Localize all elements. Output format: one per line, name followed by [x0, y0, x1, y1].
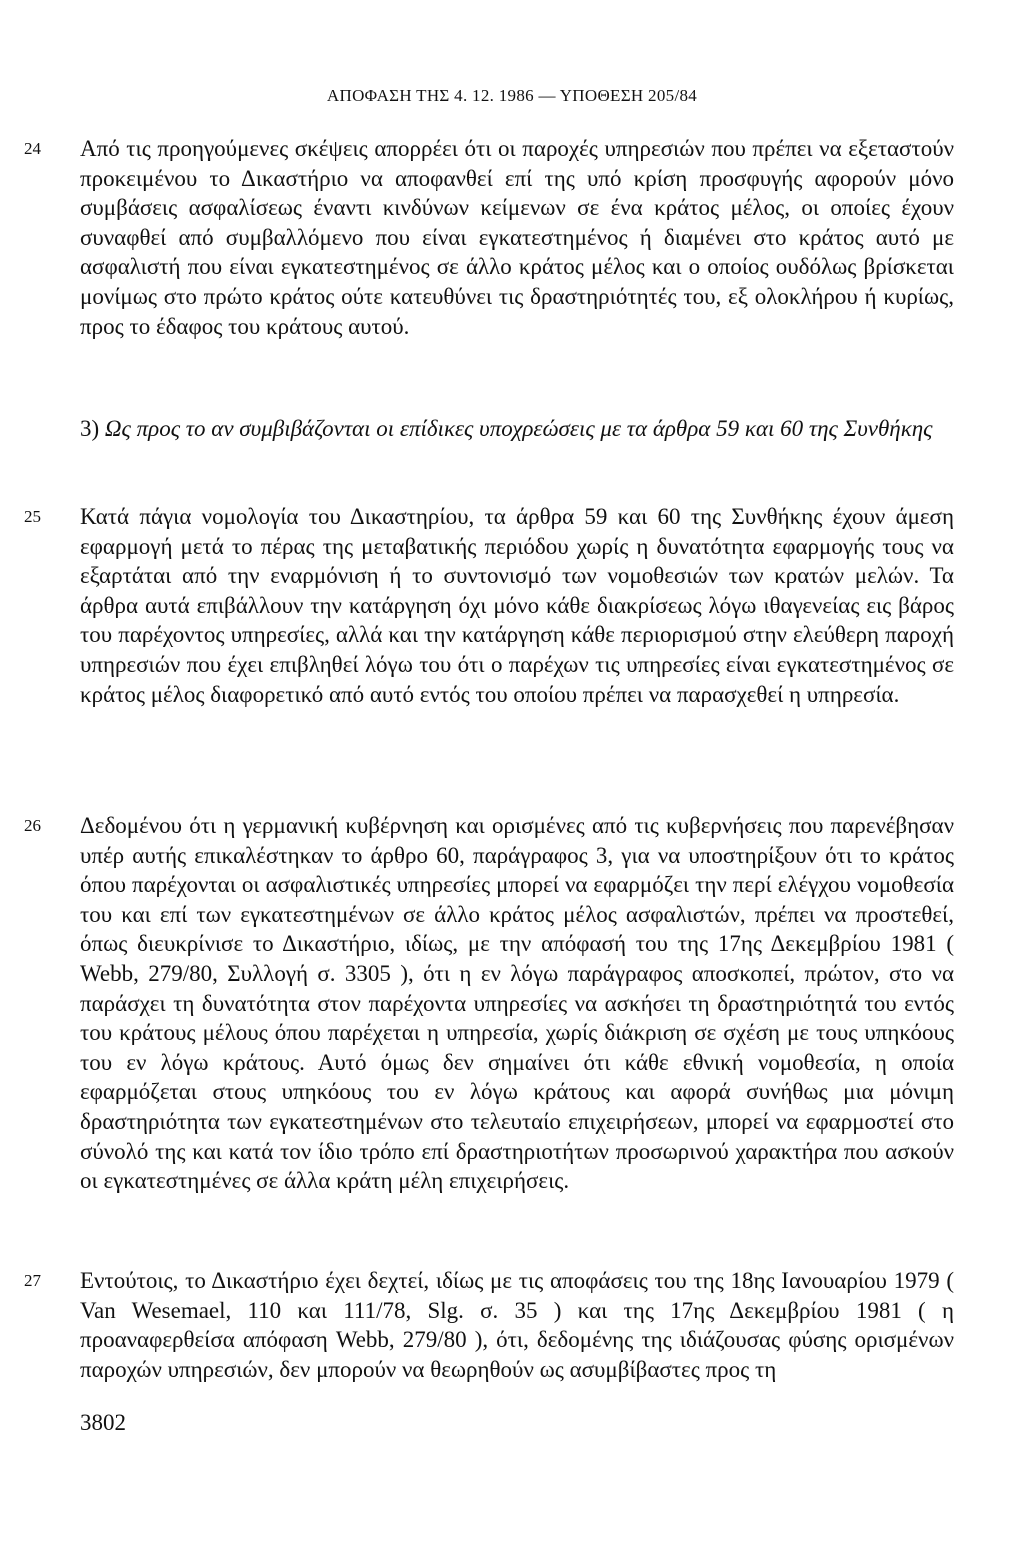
section-heading-number: 3)	[80, 416, 100, 441]
running-header: ΑΠΟΦΑΣΗ ΤΗΣ 4. 12. 1986 — ΥΠΟΘΕΣΗ 205/84	[326, 86, 698, 105]
section-heading-title: Ως προς το αν συμβιβάζονται οι επίδικες υποχρεώσεις με τα άρθρα 59 και 60 της Συνθήκης	[104, 416, 933, 441]
paragraph-text: Δεδομένου ότι η γερμανική κυβέρνηση και ορισμένες από τις κυβερνήσεις που παρενέβησαν υπέρ αυτής επικαλέστηκαν το άρθρο 60, παράγραφος 3, για να υποστηρίξουν ότι το κράτος όπου παρέχονται οι ασφαλιστικές υπηρεσίες μπορεί να εφαρμόζει την περί ελέγχου νομοθεσία του και επί των εγκατεστημένων σε άλλο κράτος μέλος ασφαλιστών, πρέπει να προστεθεί, όπως διευκρίνισε το Δικαστήριο, ιδίως, με την απόφασή του της 17ης Δεκεμβρίου 1981 ( Webb, 279/80, Συλλογή σ. 3305 ), ότι η εν λόγω παράγραφος αποσκοπεί, πρώτον, στο να παράσχει τη δυνατότητα στον παρέχοντα υπηρεσίες να ασκήσει τη δραστηριότητά του εντός του κράτους μέλους όπου παρέχεται η υπηρεσία, χωρίς διάκριση σε σχέση με τους υπηκόους του εν λόγω κράτους. Αυτό όμως δεν σημαίνει ότι κάθε εθνική νομοθεσία, η οποία εφαρμόζεται στους υπηκόους του εν λόγω κράτους και αφορά συνήθως μια μόνιμη δραστηριότητα των εγκατεστημένων στο τελευταίο επιχειρήσεων, μπορεί να εφαρμοστεί στο σύνολό της και κατά τον ίδιο τρόπο επί δραστηριοτήτων προσωρινού χαρακτήρα που ασκούν οι εγκατεστημένες σε άλλα κράτη μέλη επιχειρήσεις.	[80, 813, 954, 1194]
paragraph-text: Από τις προηγούμενες σκέψεις απορρέει ότι οι παροχές υπηρεσιών που πρέπει να εξεταστούν προκειμένου το Δικαστήριο να αποφανθεί επί της υπό κρίση προσφυγής αφορούν μόνο συμβάσεις ασφαλίσεως έναντι κινδύνων κείμενων σε ένα κράτος μέλος, οι οποίες έχουν συναφθεί από συμβαλλόμενο που είναι εγκατεστημένος ή διαμένει στο κράτος αυτό με ασφαλιστή που είναι εγκατεστημένος σε άλλο κράτος μέλος και ο οποίος ουδόλως βρίσκεται μονίμως στο πρώτο κράτος ούτε κατευθύνει τις δραστηριότητές του, εξ ολοκλήρου ή κυρίως, προς το έδαφος του κράτους αυτού.	[80, 136, 954, 339]
paragraph-text: Κατά πάγια νομολογία του Δικαστηρίου, τα άρθρα 59 και 60 της Συνθήκης έχουν άμεση εφαρμογή μετά το πέρας της μεταβατικής περιόδου χωρίς η δυνατότητα εφαρμογής τους να εξαρτάται από την εναρμόνιση ή το συντονισμό των νομοθεσιών των κρατών μελών. Τα άρθρα αυτά επιβάλλουν την κατάργηση όχι μόνο κάθε διακρίσεως λόγω ιθαγενείας εις βάρος του παρέχοντος υπηρεσίες, αλλά και την κατάργηση κάθε περιορισμού στην ελεύθερη παροχή υπηρεσιών που έχει επιβληθεί λόγω του ότι ο παρέχων τις υπηρεσίες είναι εγκατεστημένος σε κράτος μέλος διαφορετικό από αυτό εντός του οποίου πρέπει να παρασχεθεί η υπηρεσία.	[80, 504, 954, 707]
paragraph-number: 27	[24, 1271, 41, 1290]
paragraph-text: Εντούτοις, το Δικαστήριο έχει δεχτεί, ιδίως με τις αποφάσεις του της 18ης Ιανουαρίου 1979 ( Van Wesemael, 110 και 111/78, Slg. σ. 35 ) και της 17ης Δεκεμβρίου 1981 ( η προαναφερθείσα απόφαση Webb, 279/80 ), ότι, δεδομένης της ιδιάζουσας φύσης ορισμένων παροχών υπηρεσιών, δεν μπορούν να θεωρηθούν ως ασυμβίβαστες προς τη	[80, 1268, 954, 1382]
paragraph-number: 26	[24, 816, 41, 835]
paragraph-number: 24	[24, 139, 41, 158]
paragraph-number: 25	[24, 507, 41, 526]
section-heading	[80, 414, 954, 444]
page-number: 3802	[80, 1410, 126, 1435]
